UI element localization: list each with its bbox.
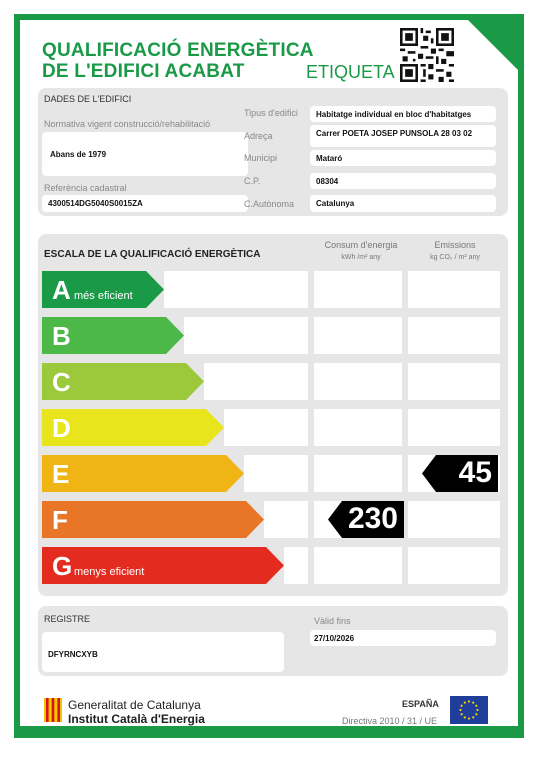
- eu-star: [472, 716, 474, 718]
- emissions-cell: [408, 317, 500, 354]
- referencia-label: Referència cadastral: [44, 183, 127, 193]
- consum-header: Consum d'energia: [324, 240, 398, 250]
- footer-org-line1: Generalitat de Catalunya: [68, 698, 201, 712]
- consum-cell: [314, 547, 402, 584]
- field-label-tipus: Tipus d'edifici: [244, 108, 298, 118]
- field-label-municipi: Municipi: [244, 153, 278, 163]
- scale-row-background: [224, 409, 308, 446]
- field-value-municipi: Mataró: [316, 154, 343, 163]
- emissions-indicator: [422, 455, 498, 492]
- etiqueta-label: ETIQUETA: [306, 62, 395, 82]
- energy-class-text: més eficient: [74, 290, 133, 302]
- energy-class-bar-e: [42, 455, 244, 492]
- eu-star: [461, 713, 463, 715]
- emissions-cell: [408, 409, 500, 446]
- eu-star: [468, 717, 470, 719]
- field-box-cp: [310, 173, 496, 189]
- registre-value: DFYRNCXYB: [48, 650, 98, 659]
- emissions-unit: kg CO₂ / m² any: [430, 254, 480, 261]
- valid-box: [310, 630, 496, 646]
- energy-class-letter: F: [52, 505, 68, 535]
- eu-star: [476, 709, 478, 711]
- consum-unit: kWh /m² any: [341, 254, 381, 261]
- referencia-box: [42, 195, 248, 212]
- eu-star: [475, 705, 477, 707]
- normativa-value: Abans de 1979: [50, 150, 107, 159]
- generalitat-logo-icon: [44, 698, 62, 722]
- consum-cell: [314, 409, 402, 446]
- eu-star: [464, 716, 466, 718]
- referencia-value: 4300514DG5040S0015ZA: [48, 199, 143, 208]
- eu-star: [461, 705, 463, 707]
- normativa-label: Normativa vigent construcció/rehabilitació: [44, 119, 211, 129]
- field-box-municipi: [310, 150, 496, 166]
- footer-org-line2: Institut Català d'Energia: [68, 712, 205, 726]
- qr-code-icon: [400, 28, 454, 82]
- valid-label: Vàlid fins: [314, 616, 351, 626]
- scale-row-background: [264, 501, 308, 538]
- consum-indicator: [328, 501, 404, 538]
- field-value-tipus: Habitatge individual en bloc d'habitatges: [316, 110, 472, 119]
- scale-row-background: [244, 455, 308, 492]
- energy-class-letter: G: [52, 551, 73, 581]
- eu-star: [464, 702, 466, 704]
- consum-cell: [314, 363, 402, 400]
- building-section-title: DADES DE L'EDIFICI: [44, 94, 132, 104]
- consum-cell: [314, 271, 402, 308]
- eu-star: [475, 713, 477, 715]
- energy-class-bar-b: [42, 317, 184, 354]
- emissions-cell: [408, 547, 500, 584]
- emissions-indicator-value: 45: [458, 456, 492, 489]
- field-box-autonoma: [310, 195, 496, 212]
- emissions-cell: [408, 501, 500, 538]
- energy-class-bar-f: [42, 501, 264, 538]
- country-label: ESPAÑA: [402, 699, 439, 709]
- field-box-adreca: [310, 125, 496, 147]
- energy-class-bar-d: [42, 409, 224, 446]
- energy-class-letter: B: [52, 321, 71, 351]
- energy-class-letter: C: [52, 367, 71, 397]
- energy-class-bar-g: [42, 547, 284, 584]
- scale-title: ESCALA DE LA QUALIFICACIÓ ENERGÈTICA: [44, 249, 261, 260]
- energy-class-letter: E: [52, 459, 70, 489]
- field-value-cp: 08304: [316, 177, 339, 186]
- normativa-box: [42, 132, 248, 176]
- consum-cell: [314, 317, 402, 354]
- emissions-cell: [408, 363, 500, 400]
- emissions-cell: [408, 271, 500, 308]
- energy-class-bar-a: [42, 271, 164, 308]
- building-data-panel: [38, 88, 508, 216]
- eu-flag-icon: [450, 696, 488, 724]
- field-value-autonoma: Catalunya: [316, 199, 355, 208]
- field-value-adreca: Carrer POETA JOSEP PUNSOLA 28 03 02: [316, 129, 473, 138]
- emissions-header: Emissions: [434, 240, 476, 250]
- energy-class-arrow: [42, 501, 264, 538]
- corner-triangle: [462, 14, 524, 76]
- registre-panel: [38, 606, 508, 676]
- registre-box: [42, 632, 284, 672]
- scale-row-background: [184, 317, 308, 354]
- title-line-1: QUALIFICACIÓ ENERGÈTICA: [42, 40, 314, 61]
- scale-panel: [38, 234, 508, 596]
- energy-class-letter: D: [52, 413, 71, 443]
- scale-row-background: [164, 271, 308, 308]
- directive-label: Directiva 2010 / 31 / UE: [342, 716, 438, 726]
- energy-label-card: [14, 14, 524, 738]
- eu-star: [472, 702, 474, 704]
- field-label-cp: C.P.: [244, 176, 261, 186]
- field-label-adreca: Adreça: [244, 131, 273, 141]
- energy-class-text: menys eficient: [74, 566, 145, 578]
- eu-star: [459, 709, 461, 711]
- consum-indicator-value: 230: [347, 502, 398, 535]
- consum-cell: [314, 455, 402, 492]
- registre-label: REGISTRE: [44, 614, 91, 624]
- scale-row-background: [284, 547, 308, 584]
- scale-row-background: [204, 363, 308, 400]
- energy-class-arrow: [42, 455, 244, 492]
- energy-class-letter: A: [52, 275, 71, 305]
- field-box-tipus: [310, 106, 496, 122]
- energy-class-bar-c: [42, 363, 204, 400]
- valid-value: 27/10/2026: [314, 634, 355, 643]
- field-label-autonoma: C.Autònoma: [244, 199, 295, 209]
- title-line-2: DE L'EDIFICI ACABAT: [42, 61, 245, 82]
- eu-star: [468, 700, 470, 702]
